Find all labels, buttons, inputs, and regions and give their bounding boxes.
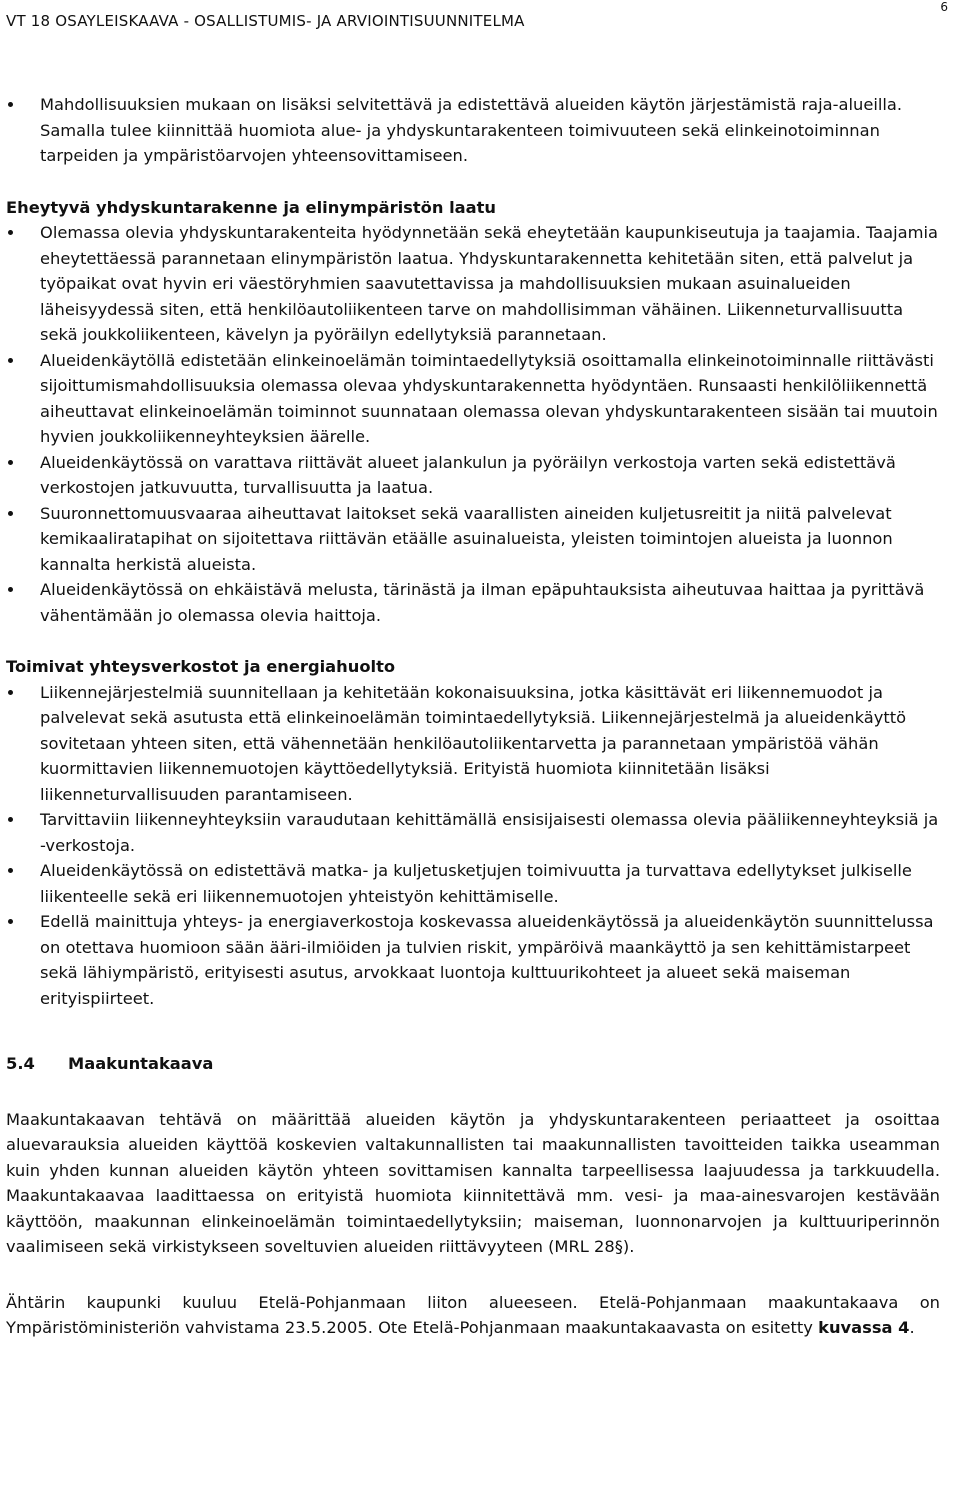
document-body bbox=[6, 92, 940, 1341]
list-item: Edellä mainittuja yhteys- ja energiaverkostoja koskevassa alueidenkäytössä ja alueidenkäytön suunnittelussa on otettava huomioon sään ääri-ilmiöiden ja tulvien riskit, ympäröivä maankäyttö ja sen kehittämistarpeet sekä lähiympäristö, erityisesti asutus, arvokkaat luontoja kulttuurikohteet ja alueet sekä maiseman erityispiirteet. bbox=[6, 909, 940, 1011]
eheytyva-bullet-list bbox=[6, 220, 940, 628]
intro-bullet-list bbox=[6, 92, 940, 169]
figure-reference: kuvassa 4 bbox=[818, 1318, 910, 1337]
section-title: Maakuntakaava bbox=[68, 1054, 214, 1073]
page-number: 6 bbox=[940, 0, 948, 14]
list-item: Olemassa olevia yhdyskuntarakenteita hyödynnetään sekä eheytetään kaupunkiseutuja ja taajamia. Taajamia eheytettäessä parannetaan elinympäristön laatua. Yhdyskuntarakennetta kehitetään siten, että palvelut ja työpaikat ovat hyvin eri väestöryhmien saavutettavissa ja mahdollisuuksien mukaan asuinalueiden läheisyydessä siten, että henkilöautoliikenteen tarve on mahdollisimman vähäinen. Liikenneturvallisuutta sekä joukkoliikenteen, kävelyn ja pyöräilyn edellytyksiä parannetaan. bbox=[6, 220, 940, 348]
paragraph-ahtari bbox=[6, 1290, 940, 1341]
list-item: Alueidenkäytössä on varattava riittävät alueet jalankulun ja pyöräilyn verkostoja varten sekä edistettävä verkostojen jatkuvuutta, turvallisuutta ja laatua. bbox=[6, 450, 940, 501]
paragraph-end: . bbox=[909, 1318, 915, 1337]
toimivat-bullet-list bbox=[6, 680, 940, 1012]
paragraph-maakuntakaava: Maakuntakaavan tehtävä on määrittää alueiden käytön ja yhdyskuntarakenteen periaatteet ja osoittaa aluevarauksia alueiden käyttöä koskevien valtakunnallisten tai maakunnallisten tavoitteiden taikka useamman kuin yhden kunnan alueiden käytön yhteen sovittamisen kannalta tarpeellisessa laajuudessa ja tarkkuudella. Maakuntakaavaa laadittaessa on erityistä huomiota kiinnitettävä mm. vesi- ja maa-ainesvarojen kestävään käyttöön, maakunnan elinkeinoelämän toimintaedellytyksiin; maiseman, luonnonarvojen ja kulttuuriperinnön vaalimiseen sekä virkistykseen soveltuvien alueiden riittävyyteen (MRL 28§). bbox=[6, 1109, 940, 1256]
list-item: Liikennejärjestelmiä suunnitellaan ja kehitetään kokonaisuuksina, jotka käsittävät eri liikennemuodot ja palvelevat sekä asutusta että elinkeinoelämän toimintaedellytyksiä. Liikennejärjestelmä ja alueidenkäyttö sovitetaan yhteen siten, että vähennetään henkilöautoliikentarvetta ja parannetaan ympäristöä vähän kuormittavien liikennemuotojen käyttöedellytyksiä. Erityistä huomiota kiinnitetään lisäksi liikenneturvallisuuden parantamiseen. bbox=[6, 680, 940, 808]
paragraph-text: Ähtärin kaupunki kuuluu Etelä-Pohjanmaan liiton alueeseen. Etelä-Pohjanmaan maakuntakaava on Ympäristöministeriön vahvistama 23.5.2005. Ote Etelä-Pohjanmaan maakuntakaavasta on esitetty bbox=[6, 1292, 940, 1337]
document-header: VT 18 OSAYLEISKAAVA - OSALLISTUMIS- JA ARVIOINTISUUNNITELMA bbox=[6, 12, 525, 30]
list-item: Alueidenkäytöllä edistetään elinkeinoelämän toimintaedellytyksiä osoittamalla elinkeinotoiminnalle riittävästi sijoittumismahdollisuuksia olemassa olevaa yhdyskuntarakennetta hyödyntäen. Runsaasti henkilöliikennettä aiheuttavat elinkeinoelämän toiminnot suunnataan olemassa olevan yhdyskuntarakenteen sisään tai muutoin hyvien joukkoliikenneyhteyksien äärelle. bbox=[6, 348, 940, 450]
list-item: Suuronnettomuusvaaraa aiheuttavat laitokset sekä vaarallisten aineiden kuljetusreitit ja niitä palvelevat kemikaaliratapihat on sijoitettava riittävän etäälle asuinalueista, yleisten toimintojen alueista ja luonnon kannalta herkistä alueista. bbox=[6, 501, 940, 578]
list-item: Tarvittaviin liikenneyhteyksiin varaudutaan kehittämällä ensisijaisesti olemassa olevia pääliikenneyhteyksiä ja -verkostoja. bbox=[6, 807, 940, 858]
list-item: Alueidenkäytössä on ehkäistävä melusta, tärinästä ja ilman epäpuhtauksista aiheutuvaa haittaa ja pyrittävä vähentämään jo olemassa olevia haittoja. bbox=[6, 577, 940, 628]
section-title-maakuntakaava bbox=[6, 1051, 940, 1077]
section-number: 5.4 bbox=[6, 1054, 35, 1073]
section-heading-eheytyva: Eheytyvä yhdyskuntarakenne ja elinympäristön laatu bbox=[6, 197, 497, 217]
list-item: Mahdollisuuksien mukaan on lisäksi selvitettävä ja edistettävä alueiden käytön järjestämistä raja-alueilla. Samalla tulee kiinnittää huomiota alue- ja yhdyskuntarakenteen toimivuuteen sekä elinkeinotoiminnan tarpeiden ja ympäristöarvojen yhteensovittamiseen. bbox=[6, 92, 940, 169]
section-heading-toimivat: Toimivat yhteysverkostot ja energiahuolto bbox=[6, 657, 396, 676]
list-item: Alueidenkäytössä on edistettävä matka- ja kuljetusketjujen toimivuutta ja turvattava edellytykset julkiselle liikenteelle sekä eri liikennemuotojen yhteistyön kehittämiselle. bbox=[6, 858, 940, 909]
